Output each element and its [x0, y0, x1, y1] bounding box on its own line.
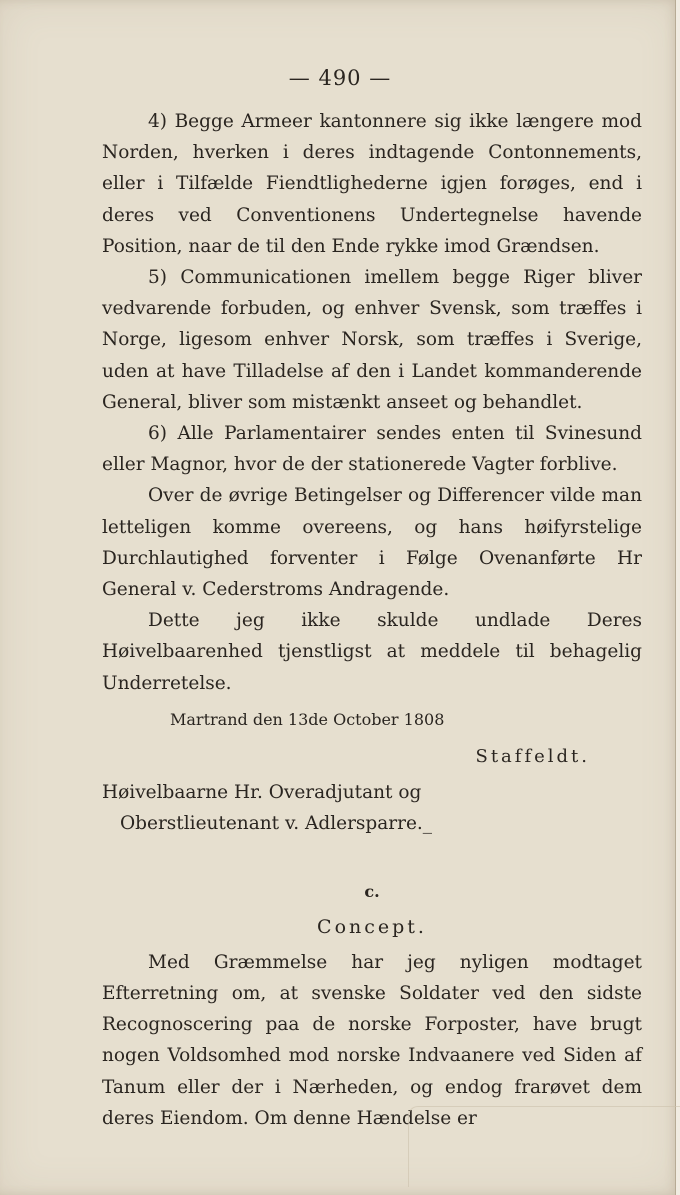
section-title: Concept. [317, 915, 427, 938]
paragraph-article-6: 6) Alle Parlamentairer sendes enten til Svinesund eller Magnor, hvor de der stationerede Vagter forblive. [102, 423, 642, 476]
section-letter: c. [364, 881, 380, 901]
signature: Staffeldt. [475, 745, 590, 767]
addressee-line-2: Oberstlieutenant v. Adlersparre._ [120, 812, 433, 834]
paragraph-other-conditions: Over de øvrige Betingelser og Differencer vilde man letteligen komme overeens, og hans høifyrstelige Durchlautighed forventer i Følge Ovenanførte Hr General v. Cederstroms Andragende. [102, 485, 642, 601]
paper-fold-mark [408, 1106, 680, 1187]
paragraph-article-4: 4) Begge Armeer kantonnere sig ikke længere mod Norden, hverken i deres indtagende Contonnements, eller i Tilfælde Fiendtlighederne igjen forøges, end i deres ved Conventionens Undertegnelse havende Position, naar de til den Ende rykke imod Grændsen. [102, 111, 642, 257]
paragraph-closing: Dette jeg ikke skulde undlade Deres Høivelbaarenhed tjenstligst at meddele til behagelig Underretelse. [102, 610, 642, 694]
page-edge [675, 0, 680, 1195]
signed-place-date: Martrand den 13de October 1808 [170, 709, 445, 729]
paragraph-concept: Med Græmmelse har jeg nyligen modtaget Efterretning om, at svenske Soldater ved den sidste Recognoscering paa de norske Forposter, have brugt nogen Voldsomhed mod norske Indvaanere ved Siden af Tanum eller der i Nærheden, og endog frarøvet dem deres Eiendom. Om denne Hændelse er [102, 951, 642, 1129]
addressee-line-1: Høivelbaarne Hr. Overadjutant og [102, 781, 422, 803]
page-body [102, 106, 642, 1134]
page-number: — 490 — [288, 66, 392, 90]
paragraph-article-5: 5) Communicationen imellem begge Riger bliver vedvarende forbuden, og enhver Svensk, som træffes i Norge, ligesom enhver Norsk, som træffes i Sverige, uden at have Tilladelse af den i Landet kommanderende General, bliver som mistænkt anseet og behandlet. [102, 267, 642, 413]
